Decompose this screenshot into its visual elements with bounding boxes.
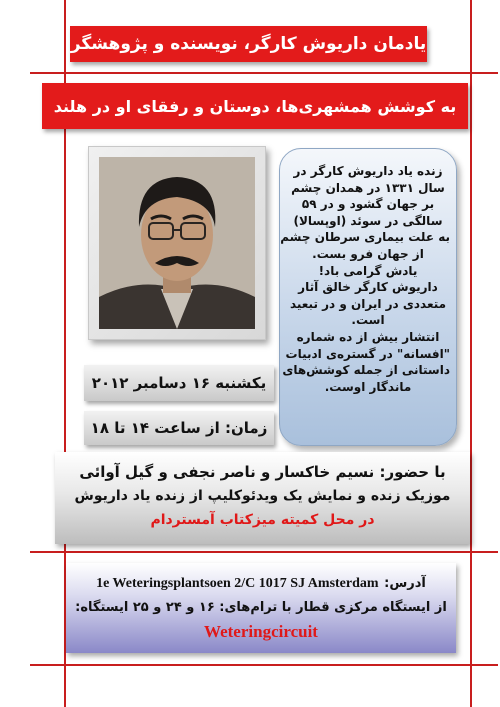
event-date: یکشنبه ۱۶ دسامبر ۲۰۱۲: [91, 374, 267, 392]
bio-line: به علت بیماری سرطان چشم: [280, 230, 450, 245]
portrait-illustration: [99, 157, 255, 329]
address-line: [66, 571, 456, 595]
address-directions: از ایستگاه مرکزی قطار با ترام‌های: ۱۶ و ۲۴ و ۲۵ ایستگاه:: [75, 600, 447, 615]
event-date-box: [84, 365, 274, 401]
middle-horizontal-rule: [30, 551, 498, 553]
bio-line: داستانی از جمله کوشش‌های: [282, 363, 450, 378]
program-box: [55, 452, 470, 544]
program-music: موزیک زنده و نمایش یک ویدئوکلیپ از زنده یاد داریوش: [74, 488, 451, 504]
page-subtitle: به کوشش همشهری‌ها، دوستان و رفقای او در هلند: [53, 96, 457, 116]
program-venue: در محل کمیته میزکتاب آمستردام: [150, 512, 375, 528]
page-title: یادمان داریوش کارگر، نویسنده و پژوهشگر: [70, 34, 427, 54]
bio-line: متعددی در ایران و در تبعید: [289, 296, 447, 311]
biography-box: [279, 148, 457, 446]
bio-line: از جهان فرو بست.: [312, 246, 424, 261]
header-subtitle-banner: [42, 83, 468, 129]
top-horizontal-rule: [30, 72, 498, 74]
bio-line: سالگی در سوئد (اوپسالا): [293, 213, 443, 228]
portrait-frame: [88, 146, 266, 340]
right-vertical-rule: [470, 0, 472, 707]
event-time-box: [84, 411, 274, 445]
bio-line: سال ۱۳۳۱ در همدان چشم: [291, 180, 445, 195]
bio-line: ماندگار اوست.: [324, 379, 412, 394]
bio-line: زنده یاد داریوش کارگر در: [293, 164, 443, 178]
portrait-photo: [99, 157, 255, 329]
address-street: 1e Weteringsplantsoen 2/C 1017 SJ Amsterdam: [96, 576, 379, 591]
bio-line: "افسانه" در گستره‌ی ادبیات: [285, 346, 450, 361]
bio-line: انتشار بیش از ده شماره: [296, 329, 440, 344]
address-box: [66, 563, 456, 653]
tram-stop-name: Weteringcircuit: [204, 622, 318, 641]
program-presence: با حضور: نسیم خاکسار و ناصر نجفی و گیل آوائی: [79, 463, 446, 481]
bio-line: بر جهان گشود و در ۵۹: [301, 197, 435, 212]
bio-line: یادش گرامی باد!: [318, 263, 418, 278]
address-label: آدرس:: [384, 576, 426, 591]
bio-line: داریوش کارگر خالق آثار: [298, 280, 438, 295]
header-title-banner: [70, 26, 427, 62]
bio-line: است.: [351, 313, 385, 328]
event-time: زمان: از ساعت ۱۴ تا ۱۸: [90, 419, 268, 437]
bottom-horizontal-rule: [30, 664, 498, 666]
